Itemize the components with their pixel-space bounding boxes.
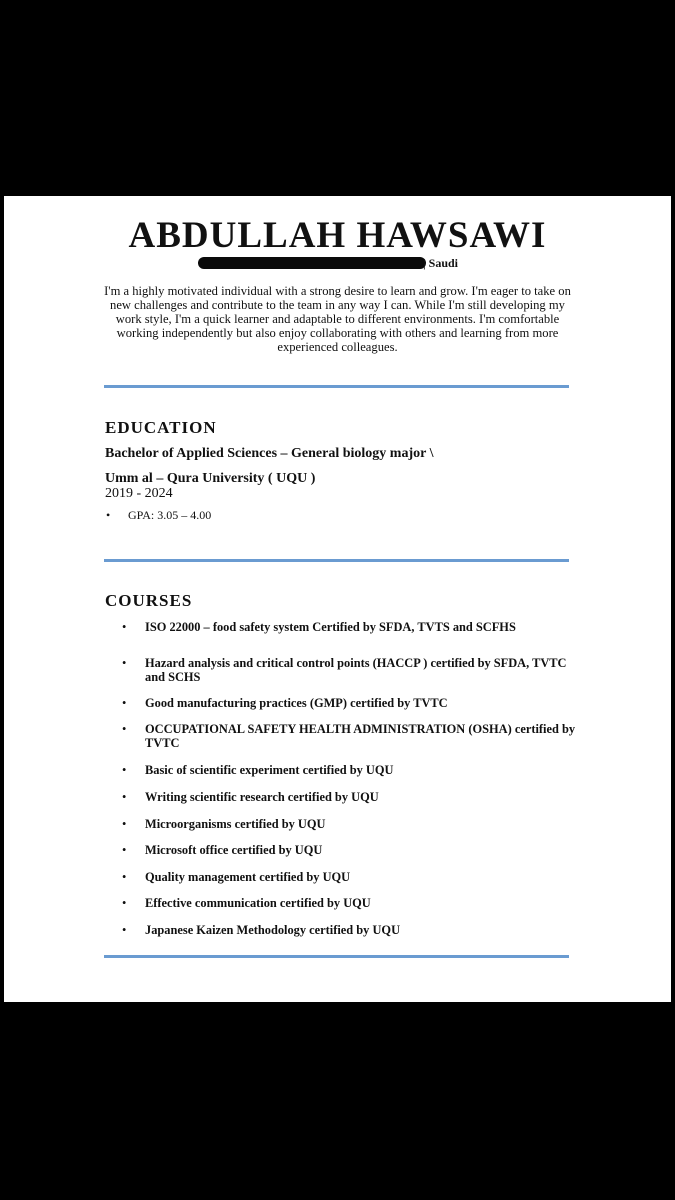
list-item: • Basic of scientific experiment certified by UQU: [122, 763, 394, 777]
list-item: • Writing scientific research certified by UQU: [122, 790, 379, 804]
bullet-icon: •: [122, 790, 127, 804]
bullet-icon: •: [122, 696, 127, 710]
bullet-icon: •: [122, 843, 127, 857]
bullet-icon: •: [122, 763, 127, 777]
contact-location: | Saudi: [423, 256, 458, 270]
list-item: • Hazard analysis and critical control points (HACCP ) certified by SFDA, TVTC and SCHS: [122, 656, 567, 684]
bullet-icon: •: [106, 508, 111, 522]
list-item: • Japanese Kaizen Methodology certified by UQU: [122, 923, 401, 937]
redacted-contact-info: [198, 257, 426, 269]
contact-line: [198, 254, 478, 272]
bullet-icon: •: [122, 923, 127, 937]
bullet-icon: •: [122, 896, 127, 910]
education-heading: EDUCATION: [105, 418, 217, 437]
section-divider: [104, 385, 569, 388]
list-item: • OCCUPATIONAL SAFETY HEALTH ADMINISTRATION (OSHA) certified by TVTC: [122, 722, 576, 750]
list-item: • Good manufacturing practices (GMP) certified by TVTC: [122, 696, 448, 710]
section-divider: [104, 955, 569, 958]
list-item: • Microorganisms certified by UQU: [122, 817, 326, 831]
candidate-name: ABDULLAH HAWSAWI: [128, 215, 547, 256]
list-item: • Effective communication certified by UQU: [122, 896, 371, 910]
profile-summary: I'm a highly motivated individual with a strong desire to learn and grow. I'm eager to take on new challenges and contribute to the team in any way I can. While I'm still developing my work style, I'm a quick learner and adaptable to different environments. I'm comfortable working independently but also enjoy collaborating with others and learning from more experienced colleagues.: [104, 284, 571, 354]
bullet-icon: •: [122, 656, 127, 670]
bullet-icon: •: [122, 817, 127, 831]
list-item: • ISO 22000 – food safety system Certified by SFDA, TVTS and SCFHS: [122, 620, 516, 634]
education-gpa: [105, 508, 211, 522]
education-university: Umm al – Qura University ( UQU ): [105, 471, 316, 486]
courses-heading: COURSES: [105, 591, 193, 610]
resume-page: [4, 196, 671, 1002]
education-degree: Bachelor of Applied Sciences – General biology major \: [105, 446, 434, 461]
bullet-icon: •: [122, 722, 127, 736]
bullet-icon: •: [122, 870, 127, 884]
gpa-text: GPA: 3.05 – 4.00: [128, 508, 212, 522]
section-divider: [104, 559, 569, 562]
bullet-icon: •: [122, 620, 127, 634]
list-item: • Quality management certified by UQU: [122, 870, 351, 884]
education-years: 2019 - 2024: [105, 486, 173, 501]
list-item: • Microsoft office certified by UQU: [122, 843, 323, 857]
